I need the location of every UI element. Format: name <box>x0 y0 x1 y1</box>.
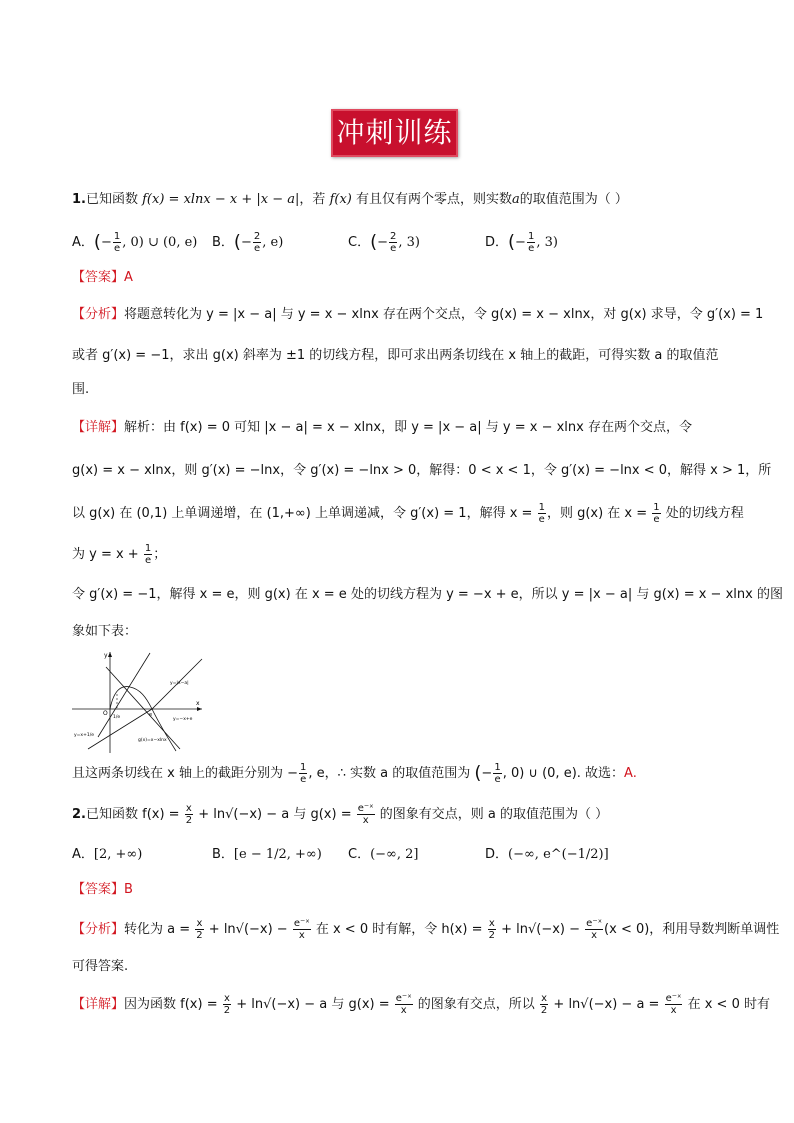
numerator: 1 <box>653 502 660 513</box>
analysis-1c: 在 x < 0 时有解，令 h(x) = <box>311 922 487 937</box>
numerator: x <box>223 993 230 1004</box>
fraction <box>113 231 121 254</box>
fraction <box>195 918 203 941</box>
fraction <box>293 918 311 941</box>
numerator: x <box>488 918 495 929</box>
option-value: [e − 1/2, +∞) <box>233 847 322 862</box>
denominator: e <box>390 243 397 254</box>
q1-stem-d: 的取值范围为（ ） <box>519 192 628 207</box>
option-value: (−∞, 2] <box>370 847 419 862</box>
numerator: 1 <box>494 762 501 773</box>
option-tail: , 3) <box>398 235 420 250</box>
neg-line-label: y=−x+e <box>173 717 193 722</box>
q2-number: 2. <box>72 807 86 822</box>
denominator: x <box>670 1005 677 1016</box>
denominator: x <box>400 1005 407 1016</box>
y-axis-arrow <box>108 652 112 657</box>
q1-option-c <box>348 231 420 254</box>
function-graph <box>70 649 205 754</box>
q1-a: a <box>512 192 520 207</box>
q2-stem-b: + ln√(−x) − a 与 g(x) = <box>194 807 356 822</box>
numerator: 1 <box>527 231 535 242</box>
fraction <box>223 993 231 1016</box>
numerator: x <box>541 993 548 1004</box>
denominator: e <box>144 555 152 566</box>
numerator: 1 <box>299 762 307 773</box>
q1-detail-5: 令 g′(x) = −1，解得 x = e，则 g(x) 在 x = e 处的切线方程为 y = −x + e，所以 y = |x − a| 与 g(x) = x − xlnx 的图 <box>72 587 783 602</box>
denominator: x <box>298 930 305 941</box>
fraction <box>185 803 193 826</box>
detail-4a: 为 y = x + <box>72 547 143 562</box>
conclusion-b: , e，∴ 实数 a 的取值范围为 <box>308 766 475 781</box>
detail-3c: 处的切线方程 <box>661 506 744 521</box>
paren: ( <box>474 762 482 784</box>
q2-analysis-1 <box>72 918 779 941</box>
fraction <box>357 803 375 826</box>
q1-fx: f(x) <box>329 192 352 207</box>
e-label: e <box>149 712 153 718</box>
q2-answer <box>72 880 133 900</box>
q1-function: f(x) = xlnx − x + |x − a| <box>142 192 300 207</box>
paren: ( <box>508 231 516 253</box>
numerator: e⁻ˣ <box>357 803 374 814</box>
fraction <box>527 231 535 254</box>
minus: − <box>515 235 526 250</box>
q1-detail-2: g(x) = x − xlnx，则 g′(x) = −lnx，令 g′(x) = −lnx > 0，解得：0 < x < 1，令 g′(x) = −lnx < 0，解得 x > 1，所 <box>72 463 772 478</box>
option-value: (−∞, e^(−1/2)] <box>508 847 609 862</box>
option-label: A． <box>72 847 94 862</box>
option-label: D． <box>485 235 509 250</box>
option-label: C． <box>348 847 371 862</box>
numerator: e⁻ˣ <box>665 993 682 1004</box>
analysis-1d: (x < 0)，利用导数判断单调性 <box>604 922 780 937</box>
option-label: A． <box>72 235 94 250</box>
fraction <box>144 543 152 566</box>
denominator: e <box>538 514 545 525</box>
denominator: x <box>591 930 598 941</box>
y-axis-label: y <box>104 652 108 659</box>
option-union: ∪ (0, e) <box>143 235 198 250</box>
fraction <box>493 762 501 785</box>
numerator: x <box>185 803 192 814</box>
fraction <box>299 762 307 785</box>
q2-option-b <box>212 844 322 866</box>
fraction <box>665 993 683 1016</box>
q2-stem-a: 已知函数 f(x) = <box>85 807 184 822</box>
fraction <box>395 993 413 1016</box>
q1-answer <box>72 268 133 288</box>
paren: ( <box>370 231 378 253</box>
fraction <box>253 231 261 254</box>
q2-option-d <box>485 844 609 866</box>
answer-value: B <box>124 882 133 897</box>
numerator: 1 <box>538 502 545 513</box>
analysis-1a: 转化为 a = <box>124 922 195 937</box>
conclusion-answer: A. <box>624 766 637 781</box>
tangent-line-positive <box>98 653 153 737</box>
fraction <box>488 918 496 941</box>
denominator: e <box>528 243 535 254</box>
numerator: e⁻ˣ <box>293 918 310 929</box>
option-tail: , 3) <box>536 235 558 250</box>
conclusion-interval: , 0) <box>502 766 525 781</box>
denominator: 2 <box>488 930 495 941</box>
q1-number: 1. <box>72 192 86 207</box>
analysis-text: 将题意转化为 y = |x − a| 与 y = x − xlnx 存在两个交点，令 g(x) = x − xlnx，对 g(x) 求导，令 g′(x) = 1 <box>124 307 764 322</box>
denominator: e <box>113 243 121 254</box>
denominator: 2 <box>185 815 193 826</box>
q2-stem-c: 的图象有交点，则 a 的取值范围为（ ） <box>375 807 609 822</box>
q1-option-a <box>72 231 197 254</box>
q2-analysis-2: 可得答案. <box>72 959 129 974</box>
one-over-e-label: 1/e <box>113 715 121 720</box>
detail-tag: 【详解】 <box>72 420 125 435</box>
fraction <box>540 993 548 1016</box>
detail-1b: 的图象有交点，所以 <box>413 997 539 1012</box>
detail-text: 解析：由 f(x) = 0 可知 |x − a| = x − xlnx，即 y = |x − a| 与 y = x − xlnx 存在两个交点，令 <box>124 420 692 435</box>
q1-option-d <box>485 231 558 254</box>
conclusion-a: 且这两条切线在 x 轴上的截距分别为 − <box>72 766 298 781</box>
minus: − <box>240 235 252 250</box>
paren: ( <box>93 231 101 253</box>
option-label: C． <box>348 235 371 250</box>
detail-tag: 【详解】 <box>72 997 125 1012</box>
detail-3a: 以 g(x) 在 (0,1) 上单调递增，在 (1,+∞) 上单调递减，令 g′(x) = 1，解得 x = <box>72 506 537 521</box>
q1-analysis-3: 围. <box>72 382 90 397</box>
q1-detail-6: 象如下表： <box>72 624 138 639</box>
q1-option-b <box>212 231 283 254</box>
option-tail: , 0) <box>122 235 144 250</box>
q2-option-c <box>348 844 418 866</box>
answer-value: A <box>124 270 133 285</box>
x-axis-arrow <box>197 707 202 711</box>
option-value: [2, +∞) <box>93 847 143 862</box>
x-axis-label: x <box>196 700 200 707</box>
minus: − <box>377 235 389 250</box>
denominator: e <box>300 774 307 785</box>
numerator: 2 <box>253 231 261 242</box>
denominator: x <box>362 815 369 826</box>
option-label: D． <box>485 847 509 862</box>
detail-3b: ，则 g(x) 在 x = <box>546 506 652 521</box>
numerator: e⁻ˣ <box>395 993 412 1004</box>
denominator: 2 <box>223 1005 231 1016</box>
analysis-1b: + ln√(−x) − <box>204 922 292 937</box>
numerator: e⁻ˣ <box>586 918 603 929</box>
option-label: B． <box>212 847 234 862</box>
minus: − <box>100 235 112 250</box>
q1-detail-1 <box>72 418 692 438</box>
fraction <box>389 231 397 254</box>
answer-tag: 【答案】 <box>72 882 125 897</box>
numerator: 1 <box>113 231 121 242</box>
q1-analysis-1 <box>72 305 763 325</box>
q1-conclusion: 且这两条切线在 x 轴上的截距分别为 − $\frac{1}{e}$ , e，∴ 实数 a 的取值范围为 (− $\frac{1}{e}$ , 0) ∪ (0, e). 故选：A. <box>72 762 637 785</box>
q2-detail-1: 【详解】因为函数 f(x) = $\frac{x}{2}$ + ln√(−x) − a 与 g(x) = $\frac{\text{e⁻ˣ}}{x}$ 的图象有交点，所以 $\frac{x}{2}$ + ln√(−x) − a = $\frac{\text{e⁻ˣ}}{x}$ 在 x < 0 时有 <box>72 993 770 1016</box>
denominator: e <box>253 243 261 254</box>
section-banner: 冲刺训练 <box>331 109 458 157</box>
option-label: B． <box>212 235 234 250</box>
q1-stem-b: ，若 <box>299 192 330 207</box>
q1-analysis-2: 或者 g′(x) = −1，求出 g(x) 斜率为 ±1 的切线方程，即可求出两条切线在 x 轴上的截距，可得实数 a 的取值范 <box>72 348 719 363</box>
fraction <box>652 502 660 525</box>
g-curve-label: g(x)=x−xlnx <box>138 738 167 743</box>
q1-detail-3 <box>72 502 744 525</box>
analysis-1b-repeat: + ln√(−x) − <box>496 922 585 937</box>
analysis-tag: 【分析】 <box>72 307 125 322</box>
detail-1a: 因为函数 f(x) = <box>124 997 222 1012</box>
q1-stem-a: 已知函数 <box>85 192 143 207</box>
detail-4b: ； <box>153 547 167 562</box>
denominator: 2 <box>196 930 203 941</box>
option-tail: , e) <box>262 235 284 250</box>
denominator: e <box>494 774 501 785</box>
minus: − <box>481 766 493 781</box>
numerator: 2 <box>390 231 397 242</box>
fraction <box>585 918 603 941</box>
pos-line-label: y=x+1/e <box>74 733 95 738</box>
detail-1c: 在 x < 0 时有 <box>683 997 770 1012</box>
abs-line <box>88 659 202 749</box>
abs-line-label: y=|x−a| <box>170 681 189 686</box>
q1-stem <box>72 190 628 210</box>
conclusion-c: (0, e). 故选： <box>542 766 625 781</box>
paren: ( <box>233 231 241 253</box>
analysis-tag: 【分析】 <box>72 922 125 937</box>
origin-label: O <box>103 710 108 717</box>
numerator: x <box>196 918 203 929</box>
q1-detail-4 <box>72 543 166 566</box>
denominator: 2 <box>540 1005 548 1016</box>
denominator: e <box>653 514 660 525</box>
q2-stem <box>72 803 608 826</box>
numerator: 1 <box>144 543 152 554</box>
answer-tag: 【答案】 <box>72 270 125 285</box>
fraction <box>538 502 546 525</box>
q1-stem-c: 有且仅有两个零点，则实数 <box>351 192 512 207</box>
q2-option-a <box>72 844 142 866</box>
